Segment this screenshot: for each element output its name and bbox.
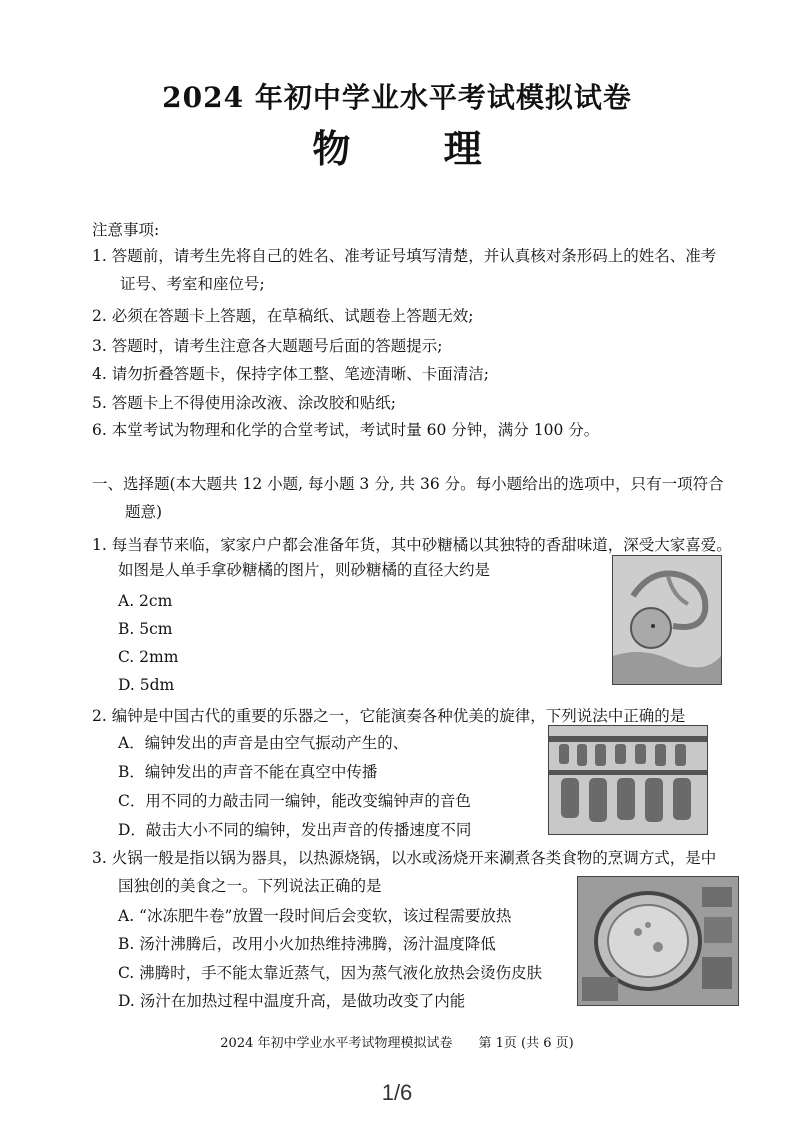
note-item: 1. 答题前，请考生先将自己的姓名、准考证号填写清楚，并认真核对条形码上的姓名、准考 <box>92 247 717 265</box>
notes-heading: 注意事项: <box>92 221 160 239</box>
note-item: 4. 请勿折叠答题卡，保持字体工整、笔迹清晰、卡面清洁; <box>92 365 489 383</box>
note-item: 3. 答题时，请考生注意各大题题号后面的答题提示; <box>92 337 443 355</box>
section-heading-cont: 题意) <box>125 503 163 521</box>
note-item: 2. 必须在答题卡上答题，在草稿纸、试题卷上答题无效; <box>92 307 474 325</box>
q1-option-c: C. 2mm <box>118 648 179 666</box>
exam-title: 2024 年初中学业水平考试模拟试卷 <box>162 81 632 114</box>
note-item: 5. 答题卡上不得使用涂改液、涂改胶和贴纸; <box>92 394 396 412</box>
note-item: 证号、考室和座位号; <box>120 275 265 293</box>
question-2-stem: 2. 编钟是中国古代的重要的乐器之一，它能演奏各种优美的旋律，下列说法中正确的是 <box>92 707 686 725</box>
page-counter: 1/6 <box>381 1080 413 1105</box>
orange-in-hand-image <box>612 555 722 685</box>
hotpot-image <box>577 876 739 1006</box>
page-footer: 2024 年初中学业水平考试物理模拟试卷 第 1页 (共 6 页) <box>220 1036 574 1051</box>
q3-option-c: C. 沸腾时，手不能太靠近蒸气，因为蒸气液化放热会烫伤皮肤 <box>118 964 543 982</box>
note-item: 6. 本堂考试为物理和化学的合堂考试，考试时量 60 分钟，满分 100 分。 <box>92 421 600 439</box>
q2-option-d: D．敲击大小不同的编钟，发出声音的传播速度不同 <box>118 821 472 839</box>
q3-option-b: B. 汤汁沸腾后，改用小火加热维持沸腾，汤汁温度降低 <box>118 935 496 953</box>
question-1-stem: 1. 每当春节来临，家家户户都会准备年货，其中砂糖橘以其独特的香甜味道，深受大家喜爱。 <box>92 536 732 554</box>
q2-option-c: C．用不同的力敲击同一编钟，能改变编钟声的音色 <box>118 792 471 810</box>
question-3-stem: 3. 火锅一般是指以锅为器具，以热源烧锅，以水或汤烧开来涮煮各类食物的烹调方式，是中 <box>92 849 717 867</box>
section-heading: 一、选择题(本大题共 12 小题, 每小题 3 分, 共 36 分。每小题给出的选项中，只有一项符合 <box>92 475 724 493</box>
q2-option-a: A．编钟发出的声音是由空气振动产生的、 <box>118 734 409 752</box>
q3-option-a: A. “冰冻肥牛卷”放置一段时间后会变软，该过程需要放热 <box>118 907 512 925</box>
question-1-stem-cont: 如图是人单手拿砂糖橘的图片，则砂糖橘的直径大约是 <box>118 561 491 579</box>
q2-option-b: B．编钟发出的声音不能在真空中传播 <box>118 763 378 781</box>
question-3-stem-cont: 国独创的美食之一。下列说法正确的是 <box>118 877 382 895</box>
subject-title: 物 理 <box>312 126 522 171</box>
q3-option-d: D. 汤汁在加热过程中温度升高，是做功改变了内能 <box>118 992 466 1010</box>
q1-option-d: D. 5dm <box>118 676 175 694</box>
q1-option-a: A. 2cm <box>118 592 173 610</box>
q1-option-b: B. 5cm <box>118 620 173 638</box>
bianzhong-bells-image <box>548 725 708 835</box>
